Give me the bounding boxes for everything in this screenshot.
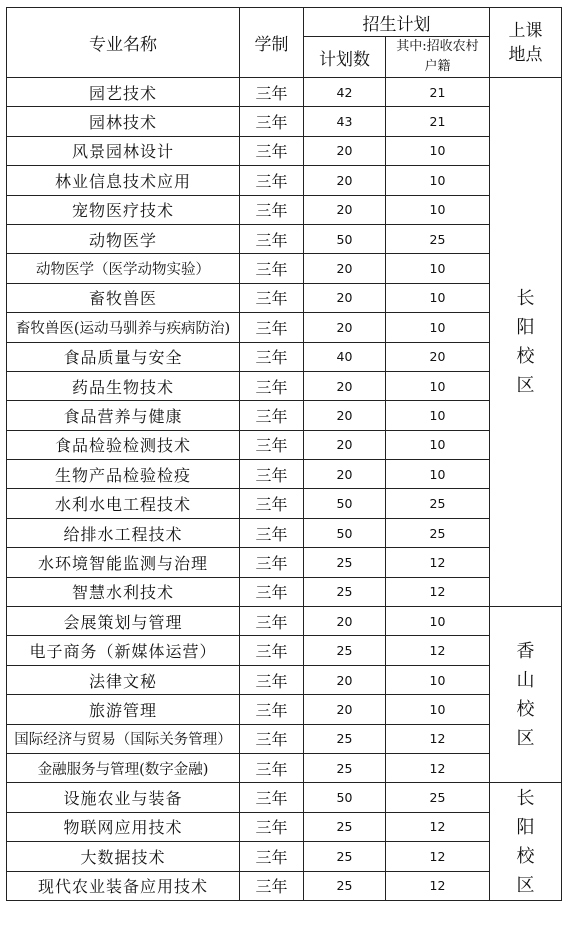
duration-cell: 三年 xyxy=(240,753,304,782)
table-row xyxy=(7,371,562,400)
plan-count-cell: 25 xyxy=(304,753,386,782)
rural-count-cell: 12 xyxy=(386,753,490,782)
major-name-cell: 畜牧兽医(运动马驯养与疾病防治) xyxy=(7,313,240,342)
table-row xyxy=(7,166,562,195)
plan-count-cell: 20 xyxy=(304,401,386,430)
plan-count-cell: 25 xyxy=(304,577,386,606)
rural-count-cell: 12 xyxy=(386,871,490,900)
duration-cell: 三年 xyxy=(240,107,304,136)
plan-count-cell: 43 xyxy=(304,107,386,136)
plan-count-cell: 20 xyxy=(304,283,386,312)
table-body xyxy=(7,78,562,901)
plan-count-cell: 20 xyxy=(304,607,386,636)
table-row xyxy=(7,254,562,283)
duration-cell: 三年 xyxy=(240,577,304,606)
table-row xyxy=(7,313,562,342)
rural-count-cell: 10 xyxy=(386,254,490,283)
rural-count-cell: 12 xyxy=(386,842,490,871)
major-name-cell: 设施农业与装备 xyxy=(7,783,240,812)
plan-count-cell: 25 xyxy=(304,636,386,665)
rural-count-cell: 25 xyxy=(386,224,490,253)
rural-count-cell: 12 xyxy=(386,577,490,606)
duration-cell: 三年 xyxy=(240,78,304,107)
duration-cell: 三年 xyxy=(240,371,304,400)
major-name-cell: 宠物医疗技术 xyxy=(7,195,240,224)
table-row xyxy=(7,283,562,312)
duration-cell: 三年 xyxy=(240,636,304,665)
duration-cell: 三年 xyxy=(240,430,304,459)
plan-count-cell: 50 xyxy=(304,783,386,812)
table-row xyxy=(7,842,562,871)
table-row xyxy=(7,783,562,812)
header-plan-count: 计划数 xyxy=(304,37,386,78)
major-name-cell: 水利水电工程技术 xyxy=(7,489,240,518)
duration-cell: 三年 xyxy=(240,401,304,430)
table-row xyxy=(7,636,562,665)
major-name-cell: 旅游管理 xyxy=(7,695,240,724)
table-row xyxy=(7,665,562,694)
table-row xyxy=(7,78,562,107)
table-row xyxy=(7,460,562,489)
major-name-cell: 畜牧兽医 xyxy=(7,283,240,312)
table-row xyxy=(7,107,562,136)
rural-count-cell: 12 xyxy=(386,724,490,753)
major-name-cell: 风景园林设计 xyxy=(7,136,240,165)
major-name-cell: 物联网应用技术 xyxy=(7,812,240,841)
rural-count-cell: 10 xyxy=(386,166,490,195)
major-name-cell: 智慧水利技术 xyxy=(7,577,240,606)
table-row xyxy=(7,224,562,253)
major-name-cell: 食品检验检测技术 xyxy=(7,430,240,459)
table-row xyxy=(7,724,562,753)
plan-count-cell: 20 xyxy=(304,460,386,489)
table-row xyxy=(7,812,562,841)
header-major-name: 专业名称 xyxy=(7,8,240,78)
rural-count-cell: 10 xyxy=(386,460,490,489)
plan-count-cell: 50 xyxy=(304,489,386,518)
plan-count-cell: 20 xyxy=(304,136,386,165)
duration-cell: 三年 xyxy=(240,842,304,871)
duration-cell: 三年 xyxy=(240,460,304,489)
duration-cell: 三年 xyxy=(240,195,304,224)
duration-cell: 三年 xyxy=(240,224,304,253)
table-row xyxy=(7,607,562,636)
rural-count-cell: 12 xyxy=(386,636,490,665)
duration-cell: 三年 xyxy=(240,489,304,518)
header-rural-count: 其中:招收农村户籍 xyxy=(386,37,490,78)
rural-count-cell: 25 xyxy=(386,783,490,812)
rural-count-cell: 10 xyxy=(386,195,490,224)
duration-cell: 三年 xyxy=(240,166,304,195)
header-enrollment-plan: 招生计划 xyxy=(304,8,490,37)
plan-count-cell: 50 xyxy=(304,518,386,547)
rural-count-cell: 10 xyxy=(386,401,490,430)
table-row xyxy=(7,195,562,224)
rural-count-cell: 10 xyxy=(386,313,490,342)
rural-count-cell: 25 xyxy=(386,518,490,547)
major-name-cell: 国际经济与贸易（国际关务管理） xyxy=(7,724,240,753)
table-row xyxy=(7,342,562,371)
rural-count-cell: 10 xyxy=(386,371,490,400)
major-name-cell: 园艺技术 xyxy=(7,78,240,107)
plan-count-cell: 25 xyxy=(304,548,386,577)
plan-count-cell: 20 xyxy=(304,430,386,459)
rural-count-cell: 10 xyxy=(386,283,490,312)
duration-cell: 三年 xyxy=(240,548,304,577)
header-duration: 学制 xyxy=(240,8,304,78)
major-name-cell: 给排水工程技术 xyxy=(7,518,240,547)
table-row xyxy=(7,871,562,900)
major-name-cell: 现代农业装备应用技术 xyxy=(7,871,240,900)
rural-count-cell: 10 xyxy=(386,695,490,724)
plan-count-cell: 20 xyxy=(304,695,386,724)
plan-count-cell: 40 xyxy=(304,342,386,371)
duration-cell: 三年 xyxy=(240,871,304,900)
duration-cell: 三年 xyxy=(240,812,304,841)
duration-cell: 三年 xyxy=(240,724,304,753)
major-name-cell: 药品生物技术 xyxy=(7,371,240,400)
table-row xyxy=(7,136,562,165)
plan-count-cell: 20 xyxy=(304,166,386,195)
enrollment-plan-table xyxy=(6,7,562,901)
header-location: 上课地点 xyxy=(490,8,562,78)
major-name-cell: 生物产品检验检疫 xyxy=(7,460,240,489)
plan-count-cell: 50 xyxy=(304,224,386,253)
table-row xyxy=(7,518,562,547)
rural-count-cell: 20 xyxy=(386,342,490,371)
duration-cell: 三年 xyxy=(240,783,304,812)
major-name-cell: 会展策划与管理 xyxy=(7,607,240,636)
plan-count-cell: 20 xyxy=(304,313,386,342)
plan-count-cell: 20 xyxy=(304,371,386,400)
duration-cell: 三年 xyxy=(240,607,304,636)
major-name-cell: 食品质量与安全 xyxy=(7,342,240,371)
duration-cell: 三年 xyxy=(240,342,304,371)
major-name-cell: 法律文秘 xyxy=(7,665,240,694)
duration-cell: 三年 xyxy=(240,313,304,342)
major-name-cell: 园林技术 xyxy=(7,107,240,136)
table-row xyxy=(7,548,562,577)
table-row xyxy=(7,753,562,782)
major-name-cell: 食品营养与健康 xyxy=(7,401,240,430)
plan-count-cell: 42 xyxy=(304,78,386,107)
location-cell: 长 阳 校 区 xyxy=(490,78,562,607)
major-name-cell: 大数据技术 xyxy=(7,842,240,871)
major-name-cell: 动物医学 xyxy=(7,224,240,253)
major-name-cell: 林业信息技术应用 xyxy=(7,166,240,195)
plan-count-cell: 25 xyxy=(304,812,386,841)
plan-count-cell: 25 xyxy=(304,871,386,900)
table-row xyxy=(7,401,562,430)
rural-count-cell: 12 xyxy=(386,812,490,841)
rural-count-cell: 21 xyxy=(386,78,490,107)
table-row xyxy=(7,695,562,724)
rural-count-cell: 10 xyxy=(386,136,490,165)
table-row xyxy=(7,577,562,606)
major-name-cell: 金融服务与管理(数字金融) xyxy=(7,753,240,782)
table-row xyxy=(7,489,562,518)
location-cell: 长 阳 校 区 xyxy=(490,783,562,901)
plan-count-cell: 25 xyxy=(304,842,386,871)
rural-count-cell: 21 xyxy=(386,107,490,136)
rural-count-cell: 12 xyxy=(386,548,490,577)
duration-cell: 三年 xyxy=(240,665,304,694)
major-name-cell: 电子商务（新媒体运营） xyxy=(7,636,240,665)
rural-count-cell: 10 xyxy=(386,665,490,694)
major-name-cell: 水环境智能监测与治理 xyxy=(7,548,240,577)
plan-count-cell: 20 xyxy=(304,254,386,283)
location-cell: 香 山 校 区 xyxy=(490,607,562,783)
table-row xyxy=(7,430,562,459)
plan-count-cell: 25 xyxy=(304,724,386,753)
plan-count-cell: 20 xyxy=(304,665,386,694)
duration-cell: 三年 xyxy=(240,254,304,283)
major-name-cell: 动物医学（医学动物实验） xyxy=(7,254,240,283)
duration-cell: 三年 xyxy=(240,518,304,547)
duration-cell: 三年 xyxy=(240,136,304,165)
duration-cell: 三年 xyxy=(240,283,304,312)
rural-count-cell: 10 xyxy=(386,607,490,636)
rural-count-cell: 25 xyxy=(386,489,490,518)
plan-count-cell: 20 xyxy=(304,195,386,224)
rural-count-cell: 10 xyxy=(386,430,490,459)
duration-cell: 三年 xyxy=(240,695,304,724)
